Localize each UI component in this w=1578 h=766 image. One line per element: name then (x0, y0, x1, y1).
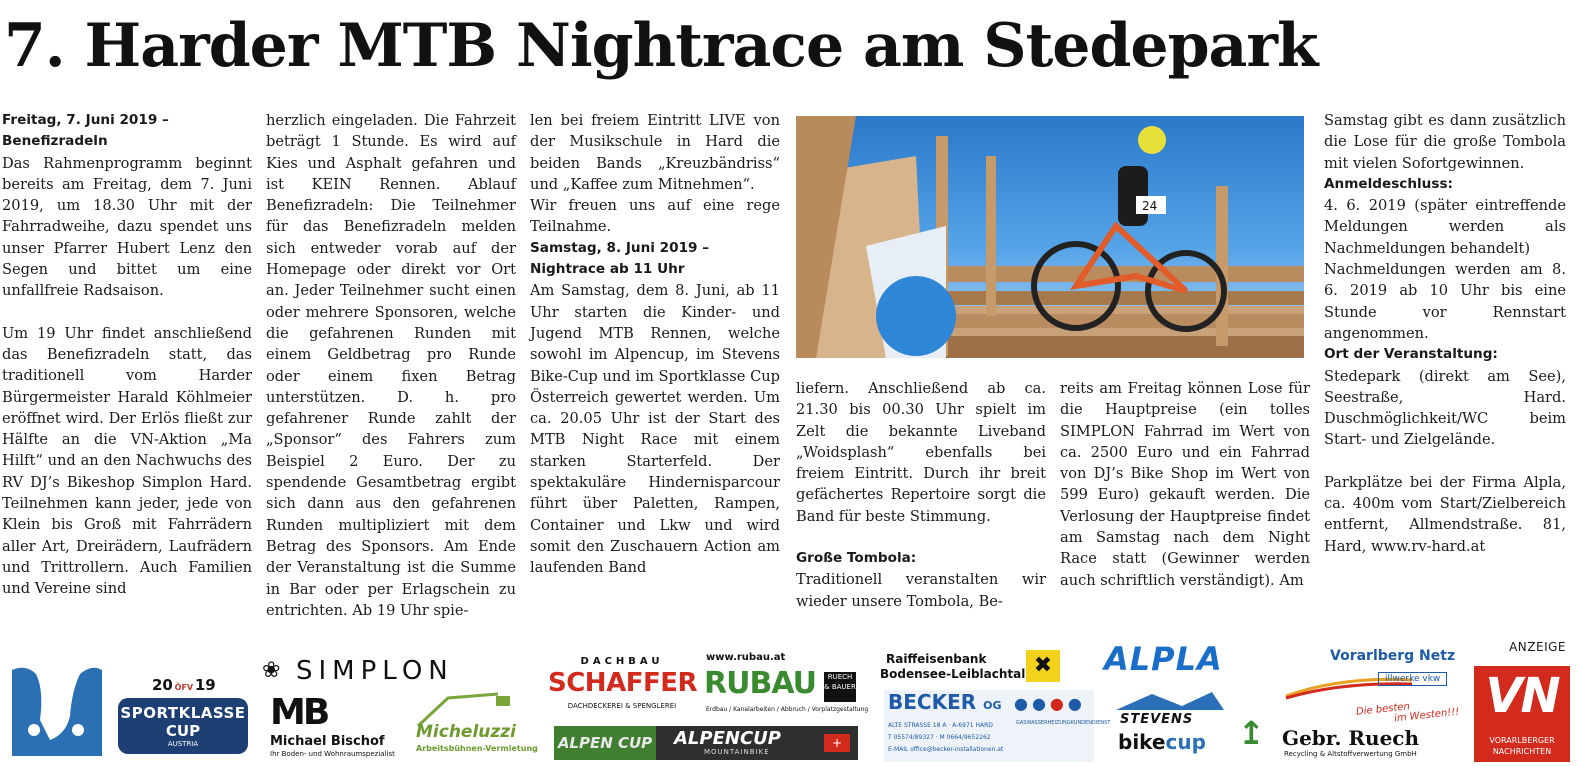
paragraph: 4. 6. 2019 (später eintreffende Meldungen werden als Nachmeldungen behandelt) (1324, 197, 1566, 257)
alpencup-name: ALPENCUP (674, 728, 781, 749)
sportklasse-country: AUSTRIA (167, 740, 199, 748)
column-1 (2, 110, 252, 600)
becker-label: GAS (1016, 720, 1027, 726)
sportklasse-cup: CUP (165, 722, 201, 740)
becker-label: KUNDENDIENST (1070, 720, 1111, 726)
club-logo (6, 660, 108, 760)
sportklasse-year-left: 20 (152, 676, 173, 694)
club-logo-icon (6, 660, 108, 760)
vorarlberg-netz-logo (1282, 648, 1466, 704)
column-2 (266, 110, 516, 621)
paragraph: herzlich eingeladen. Die Fahrzeit beträgt 1 Stunde. Es wird auf Kies und Asphalt gefahren und ist KEIN Rennen. Ablauf Benefizradeln: Die Teilnehmer für das Benefizradeln melden sich entweder vorab auf der Homepage oder direkt vor Ort an. Jeder Teilnehmer sucht einen oder mehrere Sponsoren, welche die gefahrenen Runden mit einem Geldbetrag pro Runde oder einem fixen Betrag unterstützen. D. h. pro gefahrener Runde zahlt der „Sponsor“ des Fahrers zum Beispiel 2 Euro. Der zu spendende Gesamtbetrag ergibt sich dann aus den gefahrenen Runden multipliziert mit dem Betrag des Sponsors. Am Ende der Veranstaltung ist die Summe in Bar oder per Erlagschein zu entrichten. Ab 19 Uhr spie- (266, 112, 516, 619)
simplon-name: SIMPLON (296, 656, 454, 686)
raiffeisen-line2: Bodensee-Leiblachtal (880, 667, 1026, 681)
becker-label: WASSER (1026, 720, 1048, 726)
swiss-flag-icon: + (824, 734, 850, 752)
rubau-logo (704, 650, 869, 718)
ruech-slogan-1: Die besten (1355, 701, 1411, 718)
becker-name: BECKER (888, 690, 977, 714)
becker-address: ALTE STRASSE 18 A · A-6971 HARD (888, 722, 993, 729)
schaffer-tagline: DACHDECKEREI & SPENGLEREI (567, 702, 677, 710)
vn-mark: VN (1485, 668, 1559, 724)
alpencup-sub: MOUNTAINBIKE (704, 748, 770, 756)
headline: 7. Harder MTB Nightrace am Stedepark (4, 11, 1318, 81)
alpencup-left: ALPEN CUP (554, 726, 656, 760)
paragraph: Parkplätze bei der Firma Alpla, ca. 400m vom Start/Zielbereich entfernt, Allmendstraße. 81, Hard, www.rv-hard.at (1324, 473, 1566, 555)
ruech-name: Gebr. Ruech (1282, 726, 1420, 750)
micheluzzi-tagline: Arbeitsbühnen-Vermietung (416, 744, 538, 753)
raiffeisen-line1: Raiffeisenbank (886, 652, 987, 666)
simplon-logo (262, 656, 490, 688)
simplon-swoosh-icon: ❀ (262, 658, 281, 683)
recycling-arrow-icon: ↥ (1238, 714, 1265, 752)
schaffer-top: DACHBAU (580, 656, 664, 667)
advertisement-label: ANZEIGE (1509, 640, 1566, 654)
vn-logo (1474, 666, 1570, 762)
column-4 (796, 378, 1046, 612)
rubau-name: RUBAU (704, 666, 816, 701)
sportklasse-top: ÖFV (174, 683, 194, 692)
raiffeisen-logo (880, 650, 1066, 684)
stevens-bikecup-logo (1112, 690, 1228, 762)
paragraph: Am Samstag, dem 8. Juni, ab 11 Uhr starten die Kinder- und Jugend MTB Rennen, welche sowohl im Alpencup, im Stevens Bike-Cup und im Sportklasse Cup Österreich gewertet werden. Um ca. 20.05 Uhr ist der Start des MTB Night Race mit einem starken Starterfeld. Der spektakuläre Hindernisparcour führt über Paletten, Rampen, Container und Lkw und wird somit den Zuschauern Action am laufenden Band (530, 282, 780, 577)
ruech-slogan-2: im Westen!!! (1393, 706, 1460, 725)
becker-logo (884, 690, 1111, 762)
bikecup-bike: bike (1118, 730, 1166, 754)
schaffer-logo (548, 656, 696, 720)
sportklasse-year-right: 19 (194, 676, 216, 694)
micheluzzi-name: Micheluzzi (416, 722, 516, 742)
becker-suffix: OG (983, 699, 1002, 712)
mb-initials: MB (270, 692, 328, 733)
vn-line2: NACHRICHTEN (1492, 747, 1552, 756)
subheading-friday: Freitag, 7. Juni 2019 – Benefizradeln (2, 112, 169, 150)
sportklasse-name: SPORTKLASSE (120, 704, 246, 722)
paragraph: Das Rahmenprogramm beginnt bereits am Freitag, dem 7. Juni 2019, um 18.30 Uhr mit der Fahrradweihe, dazu spendet uns unser Pfarrer Hubert Lenz den Segen und bittet um eine unfallfreie Radsaison. (2, 154, 252, 300)
micheluzzi-logo (408, 690, 536, 760)
column-3 (530, 110, 780, 579)
race-photo (796, 116, 1304, 358)
rubau-side2: & BAUER (824, 683, 856, 691)
rubau-tagline: Erdbau / Kanalarbeiten / Abbruch / Vorplatzgestaltung (706, 706, 869, 713)
ruech-tagline: Recycling & Altstoffverwertung GmbH (1284, 750, 1417, 758)
rubau-side1: RUECH (827, 673, 853, 681)
subheading-saturday: Samstag, 8. Juni 2019 – Nightrace ab 11 Uhr (530, 239, 710, 278)
paragraph: Nachmeldungen werden am 8. 6. 2019 ab 10 Uhr bis eine Stunde vor Rennstart angenommen. (1324, 261, 1566, 342)
vorarlberg-netz-name: Vorarlberg Netz (1330, 648, 1456, 664)
becker-email: E-MAIL office@becker-installationen.at (888, 746, 1004, 753)
rubau-url: www.rubau.at (706, 652, 786, 663)
paragraph: len bei freiem Eintritt LIVE von der Musikschule in Hard die beiden Bands „Kreuzbändriss“ und „Kaffee zum Mitnehmen“. (530, 112, 780, 193)
raiffeisen-giebelkreuz-icon: ✖ (1026, 650, 1060, 682)
stevens-name: STEVENS (1120, 712, 1194, 727)
mb-tagline: Ihr Boden- und Wohnraumspezialist (270, 750, 395, 758)
mountain-icon (1112, 690, 1228, 712)
column-5 (1060, 378, 1310, 591)
paragraph: liefern. Anschließend ab ca. 21.30 bis 00.30 Uhr spielt im Zelt die bekannte Liveband „Woidsplash“ ebenfalls bei freiem Eintritt. Durch ihr breit gefächertes Repertoire sorgt die Band für beste Stimmung. (796, 380, 1046, 525)
water-drop-icons: ●●●● (1014, 694, 1086, 713)
paragraph: Samstag gibt es dann zusätzlich die Lose für die große Tombola mit vielen Sofortgewinnen. (1324, 112, 1566, 172)
bikecup-cup: cup (1165, 730, 1206, 754)
column-6 (1324, 110, 1566, 557)
becker-label: HEIZUNG (1047, 720, 1071, 726)
paragraph: Traditionell veranstalten wir wieder unsere Tombola, Be- (796, 571, 1046, 610)
schaffer-name: SCHAFFER (548, 668, 697, 698)
mb-name: Michael Bischof (270, 734, 385, 749)
becker-phone: T 05574/89327 · M 0664/9652262 (888, 734, 991, 741)
vn-line1: VORARLBERGER (1489, 736, 1555, 745)
mountain-biker-illustration (796, 116, 1304, 358)
vorarlberg-netz-sub: illwerke vkw (1378, 672, 1447, 686)
michael-bischof-logo (270, 692, 406, 762)
subheading-registration: Anmeldeschluss: (1324, 175, 1453, 192)
subheading-tombola: Große Tombola: (796, 550, 917, 567)
paragraph: Wir freuen uns auf eine rege Teilnahme. (530, 197, 780, 236)
alpencup-logo (554, 726, 858, 760)
paragraph: Um 19 Uhr findet anschließend das Benefizradeln statt, das traditionell vom Harder Bürgermeister Harald Köhlmeier eröffnet wird. Der Erlös fließt zur Hälfte an die VN-Aktion „Ma Hilft“ und an den Nachwuchs des RV DJ’s Bikeshop Simplon Hard. Teilnehmen kann jeder, jede von Klein bis Groß mit Fahrrädern aller Art, Dreirädern, Laufrädern und Trittrollern. Auch Familien und Vereine sind (2, 324, 252, 598)
alpla-name: ALPLA (1104, 640, 1223, 678)
paragraph: reits am Freitag können Lose für die Hauptpreise (ein tolles SIMPLON Fahrrad im Wert von ca. 2500 Euro und ein Fahrrad von DJ’s Bike Shop im Wert von 599 Euro) gekauft werden. Die Verlosung der Hauptpreise findet am Samstag nach dem Night Race statt (Gewinner werden auch schriftlich verständigt). Am (1060, 380, 1310, 589)
alpla-logo (1104, 640, 1256, 680)
sportklasse-cup-logo (118, 676, 248, 762)
bib-number: 24 (1142, 199, 1158, 213)
paragraph: Stedepark (direkt am See), Seestraße, Hard. Duschmöglichkeit/WC beim Start- und Zielgelände. (1324, 367, 1566, 449)
subheading-venue: Ort der Veranstaltung: (1324, 346, 1498, 363)
gebr-ruech-logo (1238, 701, 1468, 762)
